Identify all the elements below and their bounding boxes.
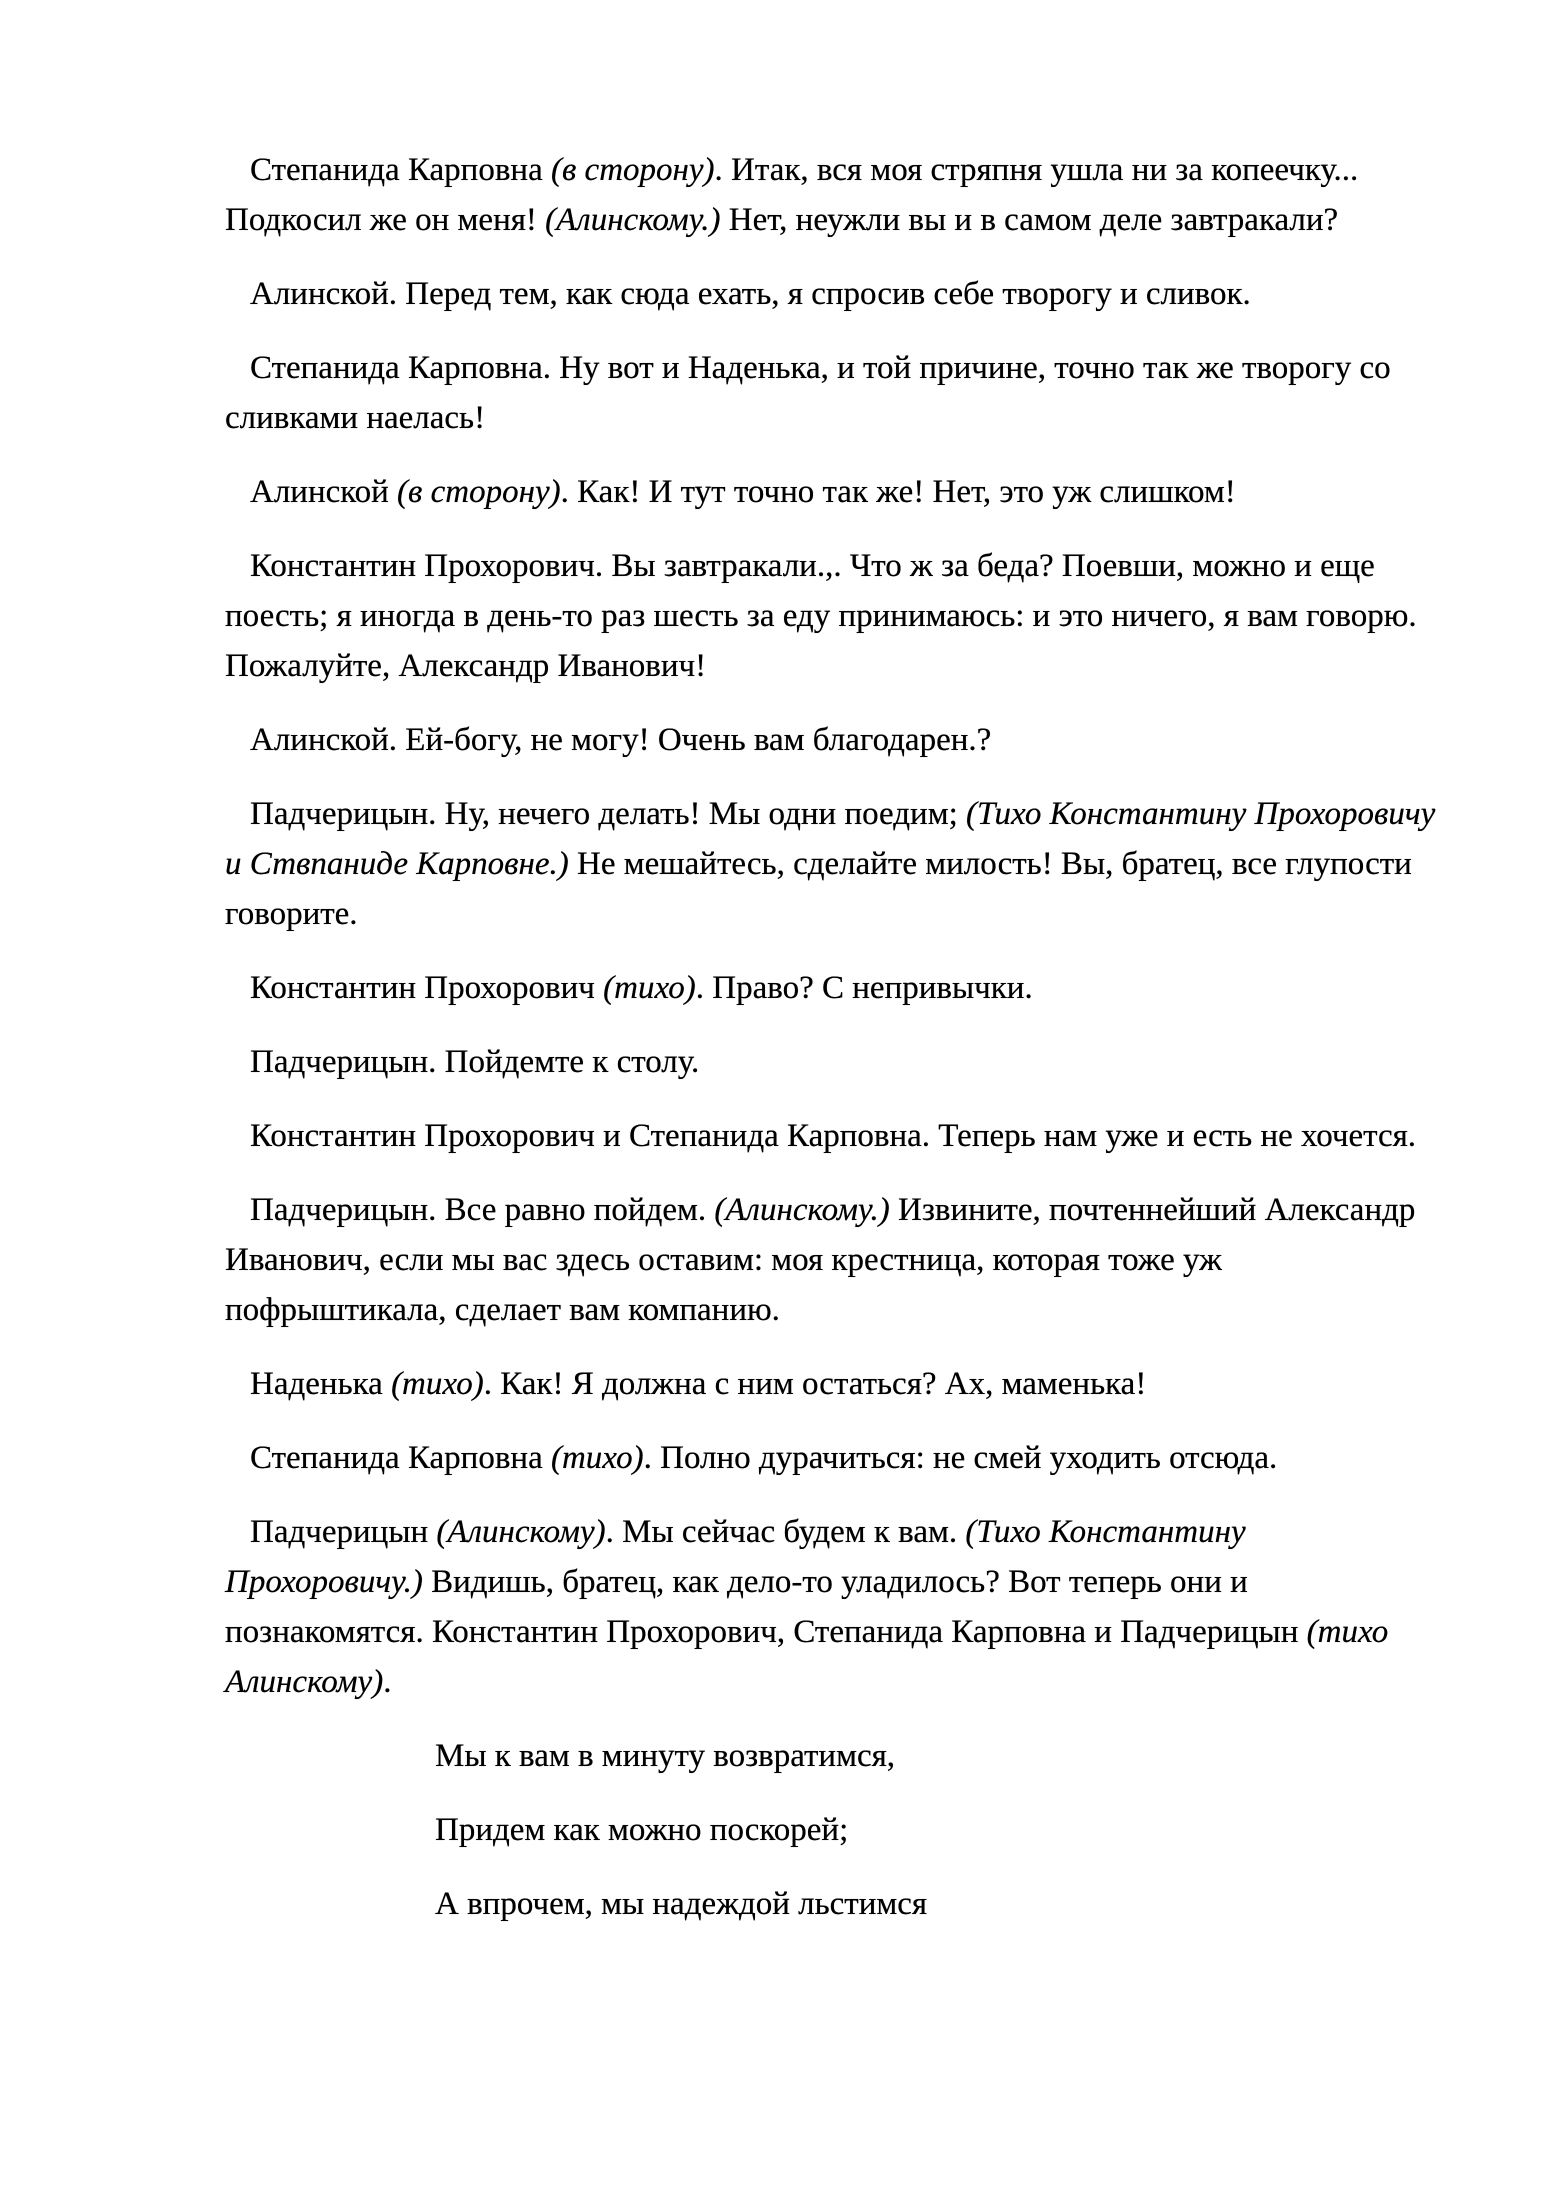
stage-direction: (тихо): [550, 1440, 644, 1476]
dialogue-text: Падчерицын. Все равно пойдем.: [250, 1192, 715, 1228]
stage-direction: (Алинскому.): [545, 202, 721, 238]
dialogue-text: Видишь, братец, как дело-то уладилось? Вот теперь они и познакомятся. Константин Прохорович, Степанида Карповна и Падчерицын: [225, 1564, 1307, 1650]
play-script-text: [225, 145, 1440, 1953]
dialogue-text: . Как! Я должна с ним остаться? Ах, маменька!: [483, 1366, 1147, 1402]
stage-direction: (Тихо Константину Прохоровичу.): [225, 1514, 1246, 1600]
dialogue-text: Константин Прохорович: [250, 970, 604, 1006]
dialogue-text: Падчерицын. Ну, нечего делать! Мы одни поедим;: [250, 796, 966, 832]
dialogue-paragraph: [225, 467, 1440, 517]
stage-direction: (в сторону): [550, 152, 715, 188]
verse-line: [435, 1879, 1440, 1929]
dialogue-text: . Итак, вся моя стряпня ушла ни за копеечку... Подкосил же он меня!: [225, 152, 1359, 238]
dialogue-paragraph: [225, 541, 1440, 691]
dialogue-text: .: [383, 1664, 392, 1700]
dialogue-text: . Как! И тут точно так же! Нет, это уж слишком!: [560, 474, 1236, 510]
dialogue-text: . Право? С непривычки.: [695, 970, 1033, 1006]
dialogue-text: Алинской: [250, 474, 398, 510]
dialogue-paragraph: [225, 1433, 1440, 1483]
dialogue-paragraph: [225, 1185, 1440, 1335]
dialogue-text: . Мы сейчас будем к вам.: [605, 1514, 966, 1550]
verse-line: [435, 1805, 1440, 1855]
dialogue-paragraph: [225, 963, 1440, 1013]
stage-direction: (тихо): [391, 1366, 484, 1402]
dialogue-text: Наденька: [250, 1366, 392, 1402]
dialogue-text: Алинской. Перед тем, как сюда ехать, я спросив себе творогу и сливок.: [250, 276, 1251, 312]
dialogue-text: Мы к вам в минуту возвратимся,: [435, 1738, 896, 1774]
dialogue-text: Падчерицын. Пойдемте к столу.: [250, 1044, 700, 1080]
dialogue-text: Нет, неужли вы и в самом деле завтракали?: [720, 202, 1339, 238]
dialogue-text: А впрочем, мы надеждой льстимся: [435, 1886, 928, 1922]
dialogue-text: Степанида Карповна: [250, 152, 551, 188]
dialogue-paragraph: [225, 343, 1440, 443]
dialogue-paragraph: [225, 1359, 1440, 1409]
dialogue-text: Падчерицын: [250, 1514, 437, 1550]
dialogue-text: Алинской. Ей-богу, не могу! Очень вам благодарен.?: [250, 722, 992, 758]
dialogue-paragraph: [225, 715, 1440, 765]
dialogue-paragraph: [225, 1037, 1440, 1087]
stage-direction: (в сторону): [397, 474, 561, 510]
verse-line: [435, 1731, 1440, 1781]
dialogue-text: Степанида Карповна. Ну вот и Наденька, и той причине, точно так же творогу со сливками наелась!: [225, 350, 1391, 436]
stage-direction: (Тихо Константину Прохоровичу и Ствпаниде Карповне.): [225, 796, 1436, 882]
dialogue-text: . Полно дурачиться: не смей уходить отсюда.: [643, 1440, 1278, 1476]
dialogue-paragraph: [225, 269, 1440, 319]
dialogue-text: Константин Прохорович. Вы завтракали.,. Что ж за беда? Поевши, можно и еще поесть; я иногда в день-то раз шесть за еду принимаюсь: и это ничего, я вам говорю. Пожалуйте, Александр Иванович!: [225, 548, 1417, 684]
dialogue-paragraph: [225, 1507, 1440, 1707]
dialogue-text: Придем как можно поскорей;: [435, 1812, 849, 1848]
dialogue-paragraph: [225, 789, 1440, 939]
dialogue-paragraph: [225, 1111, 1440, 1161]
dialogue-text: Степанида Карповна: [250, 1440, 551, 1476]
stage-direction: (Алинскому): [436, 1514, 606, 1550]
stage-direction: (тихо Алинскому): [225, 1614, 1389, 1700]
stage-direction: (Алинскому.): [714, 1192, 890, 1228]
stage-direction: (тихо): [603, 970, 696, 1006]
dialogue-text: Константин Прохорович и Степанида Карповна. Теперь нам уже и есть не хочется.: [250, 1118, 1417, 1154]
dialogue-text: Извините, почтеннейший Александр Иванович, если мы вас здесь оставим: моя крестница, которая тоже уж пофрыштикала, сделает вам компанию.: [225, 1192, 1416, 1328]
dialogue-text: Не мешайтесь, сделайте милость! Вы, братец, все глупости говорите.: [225, 846, 1412, 932]
dialogue-paragraph: [225, 145, 1440, 245]
